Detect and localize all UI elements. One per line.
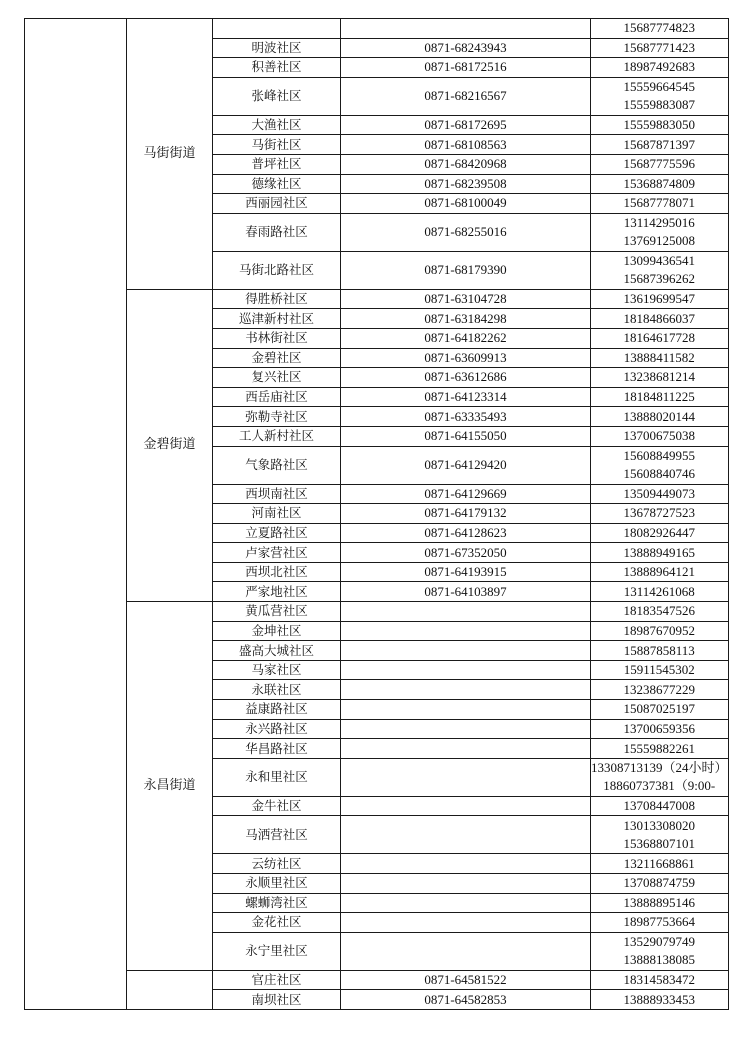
- landline-cell: [341, 660, 591, 680]
- mobile-cell: [591, 289, 729, 309]
- community-cell: 马街社区: [213, 135, 341, 155]
- mobile-cell: [591, 446, 729, 484]
- mobile-cell: [591, 38, 729, 58]
- landline-cell: 0871-64103897: [341, 582, 591, 602]
- community-cell: 积善社区: [213, 58, 341, 78]
- landline-cell: [341, 739, 591, 759]
- community-cell: 华昌路社区: [213, 739, 341, 759]
- landline-cell: [341, 19, 591, 39]
- landline-cell: 0871-63184298: [341, 309, 591, 329]
- mobile-number: 15608840746: [623, 466, 695, 481]
- mobile-cell: [591, 368, 729, 388]
- landline-cell: 0871-64123314: [341, 387, 591, 407]
- mobile-number: 13708447008: [623, 798, 695, 814]
- mobile-number: 15559883050: [623, 117, 695, 133]
- community-cell: 马家社区: [213, 660, 341, 680]
- street-cell: 金碧街道: [127, 289, 213, 601]
- landline-cell: 0871-68172516: [341, 58, 591, 78]
- community-cell: 大渔社区: [213, 115, 341, 135]
- mobile-number: 18987492683: [623, 59, 695, 75]
- community-cell: 严家地社区: [213, 582, 341, 602]
- community-cell: 黄瓜营社区: [213, 602, 341, 622]
- landline-cell: 0871-64155050: [341, 426, 591, 446]
- mobile-number: 18183547526: [623, 603, 695, 619]
- district-cell: [25, 19, 127, 1010]
- mobile-number: 18314583472: [623, 972, 695, 988]
- mobile-number: 15887858113: [623, 642, 695, 658]
- mobile-cell: [591, 719, 729, 739]
- community-cell: 弥勒寺社区: [213, 407, 341, 427]
- mobile-number: 13509449073: [623, 485, 695, 501]
- mobile-cell: [591, 213, 729, 251]
- community-cell: 云纺社区: [213, 854, 341, 874]
- mobile-cell: [591, 758, 729, 796]
- landline-cell: 0871-68100049: [341, 194, 591, 214]
- landline-cell: [341, 913, 591, 933]
- mobile-cell: [591, 739, 729, 759]
- mobile-number: 13211668861: [623, 855, 695, 871]
- mobile-cell: [591, 602, 729, 622]
- community-cell: 金牛社区: [213, 796, 341, 816]
- mobile-number: 18987670952: [623, 622, 695, 638]
- mobile-number: 13238677229: [623, 681, 695, 697]
- mobile-number: 13888895146: [623, 894, 695, 910]
- landline-cell: [341, 680, 591, 700]
- community-cell: [213, 19, 341, 39]
- mobile-cell: [591, 484, 729, 504]
- community-cell: 工人新村社区: [213, 426, 341, 446]
- landline-cell: [341, 700, 591, 720]
- community-cell: 春雨路社区: [213, 213, 341, 251]
- mobile-cell: [591, 641, 729, 661]
- landline-cell: 0871-67352050: [341, 543, 591, 563]
- landline-cell: 0871-64128623: [341, 523, 591, 543]
- mobile-number: 13700675038: [623, 428, 695, 444]
- mobile-number: 18164617728: [623, 330, 695, 346]
- community-cell: 得胜桥社区: [213, 289, 341, 309]
- community-cell: 金花社区: [213, 913, 341, 933]
- mobile-number: 13099436541: [623, 253, 695, 269]
- community-cell: 卢家营社区: [213, 543, 341, 563]
- community-cell: 益康路社区: [213, 700, 341, 720]
- landline-cell: 0871-68243943: [341, 38, 591, 58]
- community-cell: 南坝社区: [213, 990, 341, 1010]
- community-cell: 官庄社区: [213, 970, 341, 990]
- landline-cell: 0871-68108563: [341, 135, 591, 155]
- mobile-number: 15911545302: [623, 662, 695, 678]
- landline-cell: 0871-64582853: [341, 990, 591, 1010]
- landline-cell: [341, 602, 591, 622]
- landline-cell: 0871-68255016: [341, 213, 591, 251]
- mobile-number: 13678727523: [623, 505, 695, 521]
- mobile-cell: [591, 19, 729, 39]
- mobile-cell: [591, 154, 729, 174]
- table-row: [25, 970, 729, 990]
- mobile-number: 18184866037: [623, 310, 695, 326]
- mobile-cell: [591, 816, 729, 854]
- landline-cell: [341, 719, 591, 739]
- community-cell: 气象路社区: [213, 446, 341, 484]
- landline-cell: 0871-68179390: [341, 251, 591, 289]
- mobile-cell: [591, 115, 729, 135]
- mobile-number: 15559664545: [623, 79, 695, 95]
- mobile-number: 13700659356: [623, 720, 695, 736]
- mobile-number: 15608849955: [623, 448, 695, 463]
- mobile-number: 18184811225: [623, 389, 695, 405]
- mobile-cell: [591, 194, 729, 214]
- landline-cell: [341, 796, 591, 816]
- mobile-number: 13888949165: [623, 544, 695, 560]
- landline-cell: 0871-64129420: [341, 446, 591, 484]
- mobile-number: 13619699547: [623, 291, 695, 307]
- mobile-cell: [591, 135, 729, 155]
- community-cell: 金碧社区: [213, 348, 341, 368]
- community-cell: 金坤社区: [213, 621, 341, 641]
- community-cell: 明波社区: [213, 38, 341, 58]
- landline-cell: [341, 816, 591, 854]
- street-cell: 马街街道: [127, 19, 213, 290]
- community-cell: 书林街社区: [213, 328, 341, 348]
- mobile-number: 13013308020: [623, 817, 695, 833]
- mobile-cell: [591, 58, 729, 78]
- mobile-cell: [591, 932, 729, 970]
- mobile-cell: [591, 621, 729, 641]
- table-row: [25, 602, 729, 622]
- mobile-cell: [591, 426, 729, 446]
- mobile-cell: [591, 990, 729, 1010]
- contact-table-page: [24, 18, 729, 1010]
- community-cell: 西坝北社区: [213, 562, 341, 582]
- community-contact-table: [24, 18, 729, 1010]
- mobile-number: 15559882261: [623, 740, 695, 756]
- landline-cell: 0871-63335493: [341, 407, 591, 427]
- mobile-cell: [591, 854, 729, 874]
- mobile-cell: [591, 970, 729, 990]
- mobile-number: 13888020144: [623, 408, 695, 424]
- community-cell: 永和里社区: [213, 758, 341, 796]
- mobile-cell: [591, 796, 729, 816]
- mobile-number: 13888138085: [623, 952, 695, 968]
- community-cell: 张峰社区: [213, 77, 341, 115]
- mobile-number: 13888933453: [623, 991, 695, 1007]
- landline-cell: [341, 874, 591, 894]
- mobile-number: 13888964121: [623, 564, 695, 580]
- mobile-cell: [591, 387, 729, 407]
- mobile-cell: [591, 174, 729, 194]
- landline-cell: [341, 893, 591, 913]
- landline-cell: 0871-63612686: [341, 368, 591, 388]
- landline-cell: 0871-68420968: [341, 154, 591, 174]
- mobile-cell: [591, 504, 729, 524]
- community-cell: 河南社区: [213, 504, 341, 524]
- mobile-number: 15687771423: [623, 39, 695, 55]
- landline-cell: 0871-68239508: [341, 174, 591, 194]
- table-row: [25, 289, 729, 309]
- landline-cell: [341, 641, 591, 661]
- community-cell: 西丽园社区: [213, 194, 341, 214]
- community-cell: 德缘社区: [213, 174, 341, 194]
- mobile-number: 15687871397: [623, 136, 695, 152]
- community-cell: 盛高大城社区: [213, 641, 341, 661]
- mobile-number: 13308713139（24小时）: [591, 760, 728, 776]
- mobile-number: 13888411582: [623, 349, 695, 365]
- community-cell: 复兴社区: [213, 368, 341, 388]
- mobile-number: 15559883087: [623, 97, 695, 113]
- landline-cell: 0871-64182262: [341, 328, 591, 348]
- community-cell: 螺蛳湾社区: [213, 893, 341, 913]
- landline-cell: [341, 854, 591, 874]
- community-cell: 马洒营社区: [213, 816, 341, 854]
- landline-cell: 0871-64129669: [341, 484, 591, 504]
- community-cell: 永宁里社区: [213, 932, 341, 970]
- landline-cell: 0871-68172695: [341, 115, 591, 135]
- mobile-number: 15368874809: [623, 175, 695, 191]
- mobile-number: 15687774823: [623, 20, 695, 36]
- table-row: [25, 19, 729, 39]
- mobile-number: 13114261068: [623, 583, 695, 599]
- mobile-cell: [591, 562, 729, 582]
- mobile-number: 18082926447: [623, 524, 695, 540]
- mobile-number: 13769125008: [623, 233, 695, 249]
- mobile-cell: [591, 77, 729, 115]
- mobile-number: 13529079749: [623, 934, 695, 950]
- landline-cell: 0871-68216567: [341, 77, 591, 115]
- community-cell: 永顺里社区: [213, 874, 341, 894]
- landline-cell: 0871-64179132: [341, 504, 591, 524]
- mobile-cell: [591, 543, 729, 563]
- community-cell: 永联社区: [213, 680, 341, 700]
- mobile-cell: [591, 309, 729, 329]
- landline-cell: [341, 758, 591, 796]
- mobile-number: 15687396262: [623, 271, 695, 287]
- community-cell: 立夏路社区: [213, 523, 341, 543]
- mobile-number: 13238681214: [623, 369, 695, 385]
- mobile-number: 15368807101: [623, 835, 695, 851]
- mobile-number: 15087025197: [623, 701, 695, 717]
- community-cell: 永兴路社区: [213, 719, 341, 739]
- mobile-cell: [591, 680, 729, 700]
- landline-cell: 0871-63104728: [341, 289, 591, 309]
- mobile-cell: [591, 348, 729, 368]
- mobile-cell: [591, 913, 729, 933]
- landline-cell: 0871-64193915: [341, 562, 591, 582]
- community-cell: 普坪社区: [213, 154, 341, 174]
- community-cell: 西坝南社区: [213, 484, 341, 504]
- landline-cell: [341, 932, 591, 970]
- mobile-number: 15687775596: [623, 156, 695, 172]
- mobile-cell: [591, 874, 729, 894]
- mobile-cell: [591, 700, 729, 720]
- mobile-cell: [591, 582, 729, 602]
- mobile-number: 15687778071: [623, 195, 695, 211]
- mobile-cell: [591, 251, 729, 289]
- mobile-number: 13708874759: [623, 875, 695, 891]
- street-cell: 永昌街道: [127, 602, 213, 971]
- community-cell: 西岳庙社区: [213, 387, 341, 407]
- mobile-cell: [591, 893, 729, 913]
- mobile-cell: [591, 660, 729, 680]
- mobile-cell: [591, 407, 729, 427]
- mobile-cell: [591, 523, 729, 543]
- mobile-number: 13114295016: [623, 215, 695, 231]
- mobile-number: 18987753664: [623, 914, 695, 930]
- street-cell: [127, 970, 213, 1009]
- landline-cell: 0871-63609913: [341, 348, 591, 368]
- landline-cell: 0871-64581522: [341, 970, 591, 990]
- mobile-number: 18860737381（9:00-: [603, 778, 716, 794]
- landline-cell: [341, 621, 591, 641]
- mobile-cell: [591, 328, 729, 348]
- community-cell: 巡津新村社区: [213, 309, 341, 329]
- community-cell: 马街北路社区: [213, 251, 341, 289]
